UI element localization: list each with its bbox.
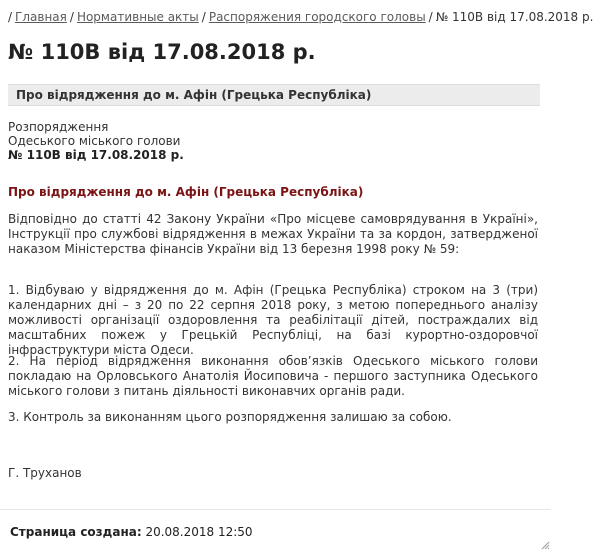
document-header [8, 120, 538, 162]
created-value: 20.08.2018 12:50 [145, 525, 253, 539]
breadcrumb-link-mayor-orders[interactable]: Распоряжения городского головы [208, 10, 426, 24]
document-heading: Про відрядження до м. Афін (Грецька Республіка) [8, 185, 364, 199]
resize-grip-icon[interactable] [541, 541, 550, 550]
document-paragraph-3: 3. Контроль за виконанням цього розпорядження залишаю за собою. [8, 410, 452, 424]
breadcrumb-separator: / [201, 10, 206, 24]
breadcrumb [8, 10, 593, 24]
document-kind: Розпорядження [8, 120, 109, 134]
document-paragraph-2: 2. На період відрядження виконання обов’язків Одеського міського голови покладаю на Орловського Анатолія Йосиповича - першого заступника Одеського міського голови з питань діяльності виконавчих органів ради. [8, 354, 538, 398]
footer-divider [0, 509, 551, 510]
breadcrumb-separator: / [69, 10, 74, 24]
breadcrumb-link-home[interactable]: Главная [15, 10, 67, 24]
page-created-info [10, 525, 253, 539]
document-issuer: Одеського міського голови [8, 134, 181, 148]
subject-bar: Про відрядження до м. Афін (Грецька Республіка) [8, 84, 540, 106]
created-label: Страница создана: [10, 525, 142, 539]
breadcrumb-link-normative-acts[interactable]: Нормативные акты [76, 10, 199, 24]
breadcrumb-separator: / [428, 10, 433, 24]
breadcrumb-separator: / [8, 10, 13, 24]
document-intro-paragraph: Відповідно до статті 42 Закону України «Про місцеве самоврядування в Україні», Інструкції про службові відрядження в межах України та за кордон, затвердженої наказом Міністерства фінансів України від 13 березня 1998 року № 59: [8, 212, 538, 256]
document-paragraph-1: 1. Відбуваю у відрядження до м. Афін (Грецька Республіка) строком на 3 (три) календарних дні – з 20 по 22 серпня 2018 року, з метою попереднього аналізу можливості організації оздоровлення та реабілітації дітей, постраждалих від масштабних пожеж у Грецькій Республіці, на базі курортно-оздоровчої інфраструктури міста Одеси. [8, 283, 538, 357]
page-title: № 110В від 17.08.2018 р. [8, 40, 316, 64]
breadcrumb-current: № 110В від 17.08.2018 р. [435, 10, 593, 24]
signature: Г. Труханов [8, 466, 82, 480]
document-number: № 110В від 17.08.2018 р. [8, 148, 184, 162]
